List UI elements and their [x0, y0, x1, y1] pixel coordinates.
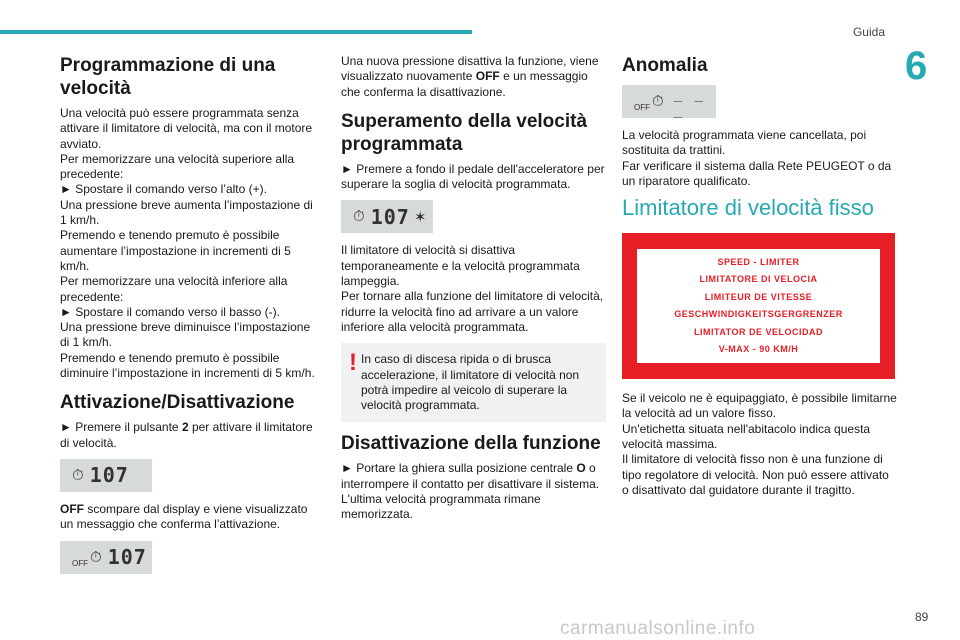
heading-disable-function: Disattivazione della funzione [341, 433, 601, 455]
label-line: LIMITATORE DI VELOCIA [699, 274, 818, 285]
paragraph: Una pressione breve diminuisce l’impostazione di 1 km/h. [60, 320, 311, 350]
paragraph: Se il veicolo ne è equipaggiato, è possibile limitarne la velocità ad un valore fisso. [622, 391, 897, 421]
paragraph: Premendo e tenendo premuto è possibile diminuire l’impostazione in incrementi di 5 km/h. [60, 350, 315, 381]
paragraph: Premendo e tenendo premuto è possibile aumentare l’impostazione in incrementi di 5 km/h. [60, 228, 291, 273]
heading-fault: Anomalia [622, 55, 708, 76]
paragraph: Per memorizzare una velocità inferiore alla precedente: [60, 274, 288, 304]
display-active-107: ⏱ 107 [60, 459, 152, 492]
paragraph: Una pressione breve aumenta l’impostazione di 1 km/h. [60, 197, 313, 228]
display-fault: OFF ⏱ _ _ _ [622, 85, 716, 118]
bullet-accelerator: ► Premere a fondo il pedale dell'acceleratore per superare la soglia di velocità programmata. [341, 161, 605, 192]
header-accent-bar [0, 30, 472, 34]
speed-limiter-label-text [637, 249, 880, 363]
paragraph: Far verificare il sistema dalla Rete PEUGEOT o da un riparatore qualificato. [622, 158, 892, 188]
heading-speed-programming: Programmazione di una velocità [60, 55, 276, 99]
speedometer-icon: ⏱ [353, 208, 365, 226]
warning-box: ! In caso di discesa ripida o di brusca accelerazione, il limitatore di velocità non potrà impedire al veicolo di superare la velocità programmata. [341, 343, 606, 422]
paragraph: Per tornare alla funzione del limitatore di velocità, ridurre la velocità fino ad arrivare a un valore inferiore alla velocità programmata. [341, 289, 604, 334]
bullet-press-button: ► Premere il pulsante 2 per attivare il limitatore di velocità. [60, 420, 313, 450]
paragraph: La velocità programmata viene cancellata, poi sostituita da trattini. [622, 128, 867, 158]
page-number: 89 [915, 610, 929, 624]
paragraph: L'ultima velocità programmata rimane memorizzata. [341, 492, 541, 522]
paragraph-deactivation: Una nuova pressione disattiva la funzione, viene visualizzato nuovamente OFF e un messaggio che conferma la disattivazione. [341, 54, 599, 99]
label-line: SPEED - LIMITER [717, 256, 800, 267]
speedometer-icon: ⏱ [652, 93, 664, 110]
bullet-down: ► Spostare il comando verso il basso (-). [60, 304, 280, 319]
display-flashing-107: ⏱ 107 ✶ [341, 200, 433, 233]
speedometer-icon: ⏱ [90, 548, 102, 566]
column-3 [622, 54, 897, 498]
paragraph: Un'etichetta situata nell'abitacolo indica questa velocità massima. [622, 421, 871, 452]
paragraph: Il limitatore di velocità fisso non è una funzione di tipo regolatore di velocità. Non può essere attivato o disattivato dal guidatore durante il tragitto. [622, 452, 889, 497]
speedometer-icon: ⏱ [72, 466, 84, 484]
label-line: LIMITEUR DE VITESSE [704, 291, 813, 302]
chapter-number: 6 [905, 44, 928, 88]
heading-overspeed: Superamento della velocità programmata [341, 110, 588, 155]
warning-icon: ! [349, 349, 357, 377]
speed-limiter-label [622, 233, 895, 379]
display-off-107: OFF ⏱ 107 [60, 541, 152, 574]
heading-activation: Attivazione/Disattivazione [60, 392, 295, 414]
paragraph-off-disappears: OFF scompare dal display e viene visualizzato un messaggio che conferma l’attivazione. [60, 501, 308, 532]
label-line: V-MAX - 90 KM/H [718, 344, 799, 355]
flash-icon: ✶ [413, 208, 427, 226]
column-2 [341, 54, 606, 523]
paragraph: Il limitatore di velocità si disattiva temporaneamente e la velocità programmata lampeggia. [341, 243, 580, 289]
label-line: GESCHWINDIGKEITSGERGRENZER [674, 309, 843, 320]
label-line: LIMITATOR DE VELOCIDAD [694, 326, 823, 337]
bullet-ring-center: ► Portare la ghiera sulla posizione centrale O o interrompere il contatto per disattivare il sistema. [341, 461, 600, 491]
section-title: Guida [852, 25, 885, 39]
watermark: carmanualsonline.info [560, 618, 756, 639]
bullet-up: ► Spostare il comando verso l’alto (+). [60, 182, 267, 197]
paragraph: Per memorizzare una velocità superiore alla precedente: [60, 151, 295, 182]
heading-fixed-limiter: Limitatore di velocità fisso [622, 195, 874, 221]
paragraph: Una velocità può essere programmata senza attivare il limitatore di velocità, ma con il motore avviato. [60, 106, 313, 151]
column-1 [60, 54, 322, 584]
